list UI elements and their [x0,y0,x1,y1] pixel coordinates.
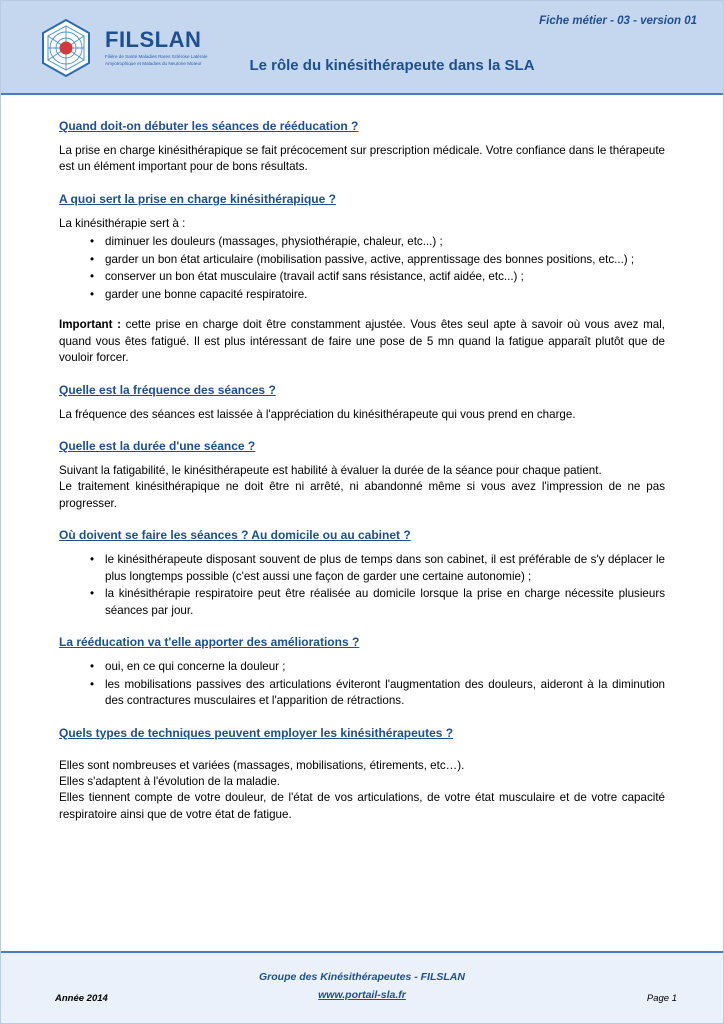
section-heading: Quelle est la fréquence des séances ? [59,382,276,397]
list-item: • oui, en ce qui concerne la douleur ; [105,659,665,675]
list-item: • le kinésithérapeute disposant souvent de plus de temps dans son cabinet, il est préférable de s'y déplacer le plus longtemps possible (c'est aussi une façon de garder une certaine autonomie) ; [105,552,665,585]
list-item: • les mobilisations passives des articulations éviteront l'augmentation des douleurs, aideront à la diminution des contractures musculaires et l'apparition de rétractions. [105,677,665,710]
document-content [1,97,723,951]
list-item: • conserver un bon état musculaire (travail actif sans résistance, actif aidée, etc...) ; [105,269,665,285]
important-text: cette prise en charge doit être constamment ajustée. Vous êtes seul apte à savoir où vous avez mal, quand vous êtes fatigué. Il est plus intéressant de faire une pose de 5 mn quand la fatigue apparaît plutôt que de vouloir forcer. [59,318,665,365]
logo-subtitle: Filière de Santé Maladies Rares Sclérose Latérale Amyotrophique et Maladies du Neurone Moteur [105,53,208,66]
section-heading: La rééducation va t'elle apporter des améliorations ? [59,635,360,650]
document-footer [1,951,723,1023]
section-heading: Quels types de techniques peuvent employer les kinésithérapeutes ? [59,725,454,740]
bullet-list [59,659,665,709]
bullet-list [59,552,665,619]
list-item: • diminuer les douleurs (massages, physiothérapie, chaleur, etc...) ; [105,234,665,250]
section-intro: La kinésithérapie sert à : [59,216,186,230]
document-header [1,1,723,95]
footer-page-number: Page 1 [646,993,677,1004]
footer-group: Groupe des Kinésithérapeutes - FILSLAN [259,971,465,983]
footer-year: Année 2014 [55,993,108,1004]
spacer [59,309,665,317]
section-paragraph: Elles tiennent compte de votre douleur, de l'état de vos articulations, de votre état musculaire et de votre capacité respiratoire ainsi que de votre état de fatigue. [59,791,665,821]
important-note [59,317,665,366]
important-label: Important : [59,318,121,332]
page-title: Le rôle du kinésithérapeute dans la SLA [249,57,535,74]
spacer [59,750,665,758]
list-item: • garder un bon état articulaire (mobilisation passive, active, apprentissage des bonnes positions, etc...) ; [105,252,665,268]
logo-title: FILSLAN [105,26,202,52]
bullet-list [59,234,665,303]
section-paragraph: Suivant la fatigabilité, le kinésithérapeute est habilité à évaluer la durée de la séance pour chaque patient. [59,463,602,477]
list-item: • la kinésithérapie respiratoire peut être réalisée au domicile lorsque la prise en charge nécessite plusieurs séances par jour. [105,586,665,619]
list-item: • garder une bonne capacité respiratoire. [105,287,665,303]
section-heading: A quoi sert la prise en charge kinésithérapique ? [59,191,336,206]
section-heading: Où doivent se faire les séances ? Au domicile ou au cabinet ? [59,528,411,543]
document-meta: Fiche métier - 03 - version 01 [539,15,697,27]
section-heading: Quand doit-on débuter les séances de rééducation ? [59,119,359,133]
section-paragraph: Le traitement kinésithérapique ne doit être ni arrêté, ni abandonné même si vous avez l'impression de ne pas progresser. [59,480,665,510]
section-heading: Quelle est la durée d'une séance ? [59,438,256,453]
section-paragraph: Elles sont nombreuses et variées (massages, mobilisations, étirements, etc…). [59,758,465,772]
section-paragraph: La fréquence des séances est laissée à l'appréciation du kinésithérapeute qui vous prend en charge. [59,407,576,421]
section-paragraph: Elles s'adaptent à l'évolution de la maladie. [59,774,280,788]
section-paragraph: La prise en charge kinésithérapique se fait précocement sur prescription médicale. Votre confiance dans le thérapeute est un élément important pour de bons résultats. [59,144,665,174]
footer-url-link[interactable]: www.portail-sla.fr [318,989,406,1001]
